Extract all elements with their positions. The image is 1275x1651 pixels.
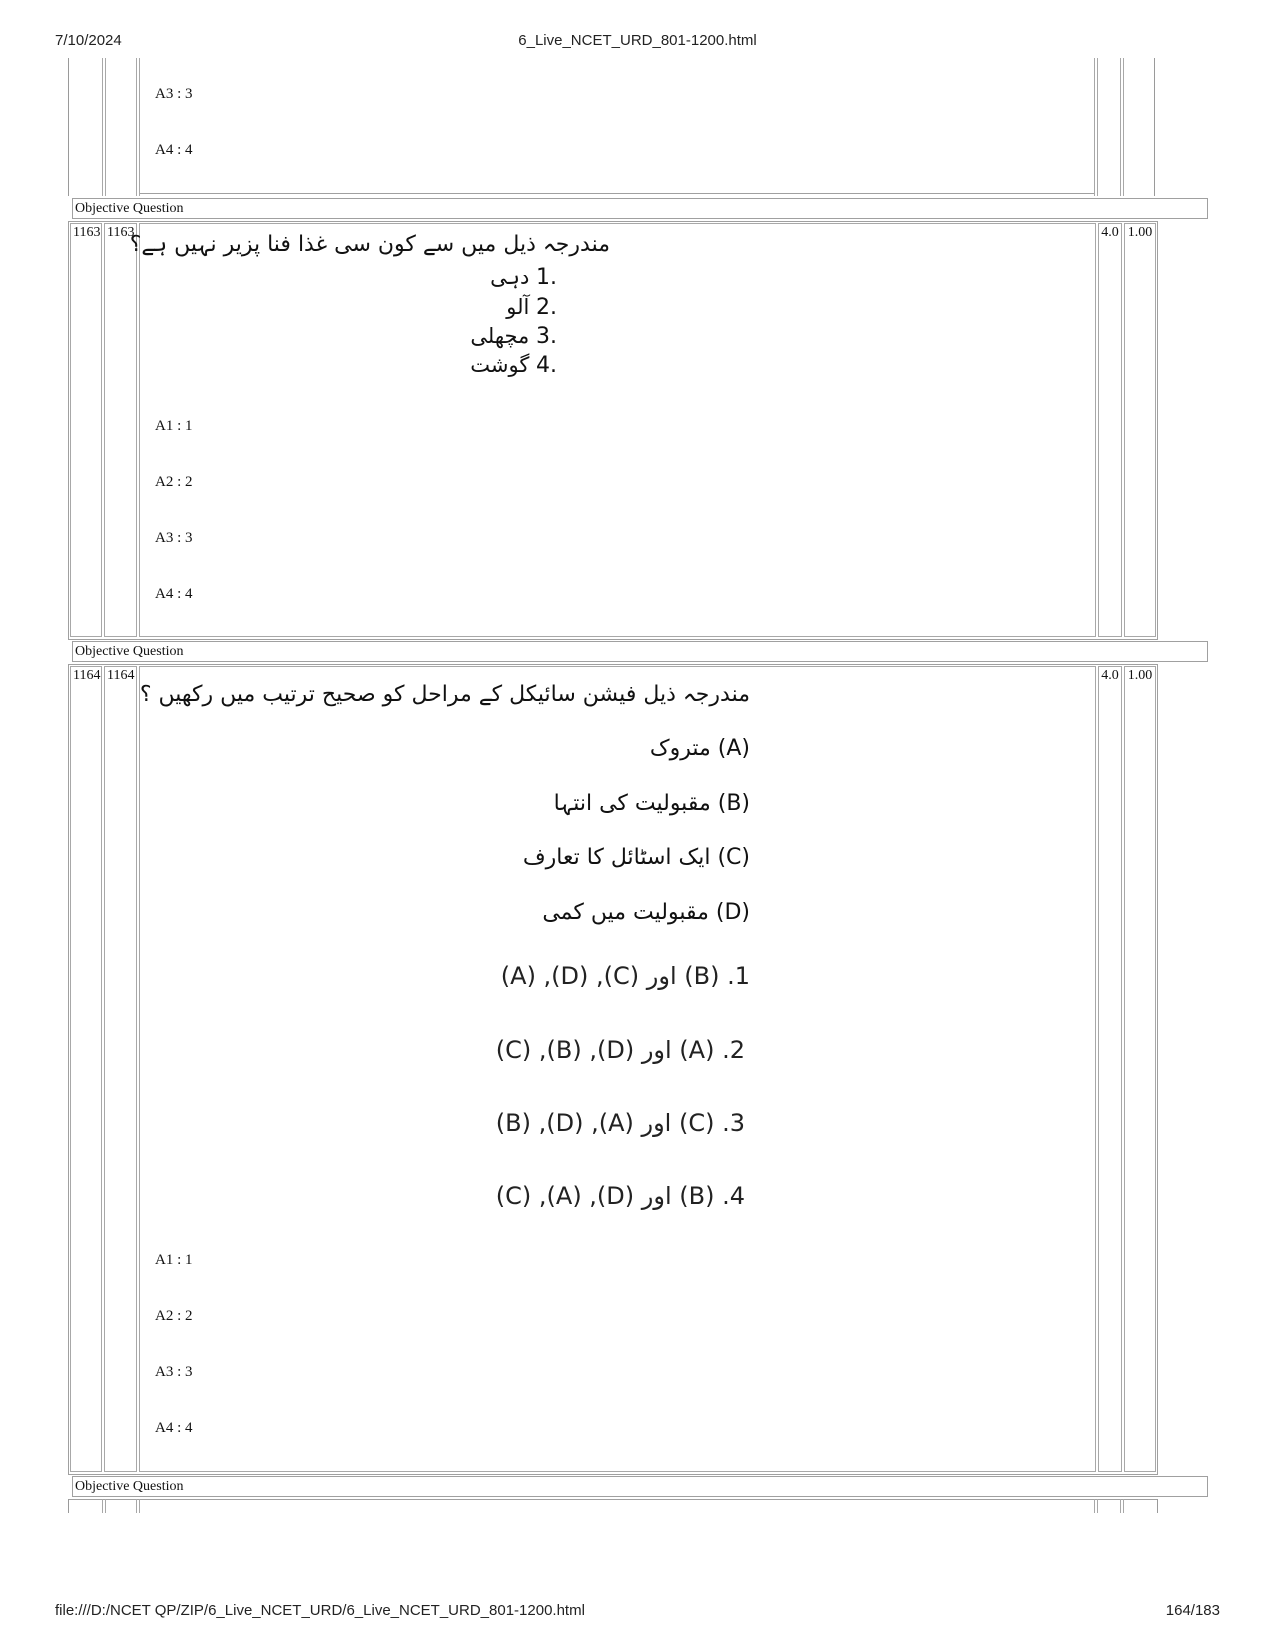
table-border xyxy=(1120,1499,1124,1513)
question-id: 1163 xyxy=(104,223,137,637)
question-marks: 4.0 xyxy=(1098,666,1122,1472)
answer-sequence-option: 2. (A) اور (D), (B), (C) xyxy=(495,1036,745,1064)
statement-item: (C) ایک اسٹائل کا تعارف xyxy=(522,845,750,870)
table-border xyxy=(1094,58,1098,196)
option-text: مچھلی xyxy=(470,324,530,348)
answer-option: A2 : 2 xyxy=(155,474,193,490)
table-border xyxy=(136,58,140,196)
answer-option: A1 : 1 xyxy=(155,418,193,434)
answer-sequence-option: 4. (B) اور (D), (A), (C) xyxy=(495,1182,745,1210)
statement-item: (D) مقبولیت میں کمی xyxy=(542,900,750,925)
table-border xyxy=(68,1499,69,1513)
answer-option: A4 : 4 xyxy=(155,586,193,602)
option-number: 2. xyxy=(536,295,557,320)
question-text: مندرجہ ذیل میں سے کون سی غذا فنا پزیر نہیں ہے؟ xyxy=(129,232,610,257)
answer-option: A3 : 3 xyxy=(155,530,193,546)
answer-sequence-option: 3. (C) اور (A), (D), (B) xyxy=(495,1109,745,1137)
answer-option: A1 : 1 xyxy=(155,1252,193,1268)
table-border xyxy=(1120,58,1124,196)
print-file-path: file:///D:/NCET QP/ZIP/6_Live_NCET_URD/6_Live_NCET_URD_801-1200.html xyxy=(55,1602,585,1619)
option-text: گوشت xyxy=(470,353,530,377)
question-type-label: Objective Question xyxy=(72,1476,1208,1497)
statement-item: (B) مقبولیت کی انتہا xyxy=(553,791,750,816)
question-text: مندرجہ ذیل فیشن سائیکل کے مراحل کو صحیح ترتیب میں رکھیں ؟ xyxy=(139,682,750,707)
answer-sequence-option: 1. (B) اور (C), (D), (A) xyxy=(500,962,750,990)
print-date: 7/10/2024 xyxy=(55,32,122,49)
question-content-cell xyxy=(139,223,1096,637)
question-option xyxy=(470,353,557,378)
negative-marks: 1.00 xyxy=(1124,223,1156,637)
option-text: دہی xyxy=(490,265,530,289)
cell-bottom-border xyxy=(140,193,1094,194)
answer-option: A3 : 3 xyxy=(155,86,193,102)
question-option xyxy=(490,265,557,290)
answer-option: A2 : 2 xyxy=(155,1308,193,1324)
option-number: 1. xyxy=(536,265,557,290)
answer-option: A4 : 4 xyxy=(155,1420,193,1436)
table-border xyxy=(1157,1499,1158,1513)
negative-marks: 1.00 xyxy=(1124,666,1156,1472)
page-number: 164/183 xyxy=(1165,1602,1220,1619)
question-type-label: Objective Question xyxy=(72,198,1208,219)
table-border xyxy=(68,1499,1158,1500)
print-document-title: 6_Live_NCET_URD_801-1200.html xyxy=(518,32,757,49)
question-id: 1164 xyxy=(104,666,137,1472)
table-border xyxy=(102,58,106,196)
question-content-cell xyxy=(139,666,1096,1472)
option-number: 4. xyxy=(536,353,557,378)
statement-item: (A) متروک xyxy=(649,736,750,761)
question-type-label: Objective Question xyxy=(72,641,1208,662)
table-border xyxy=(102,1499,106,1513)
table-border xyxy=(136,1499,140,1513)
table-border xyxy=(1094,1499,1098,1513)
question-marks: 4.0 xyxy=(1098,223,1122,637)
option-text: آلو xyxy=(506,295,530,319)
option-number: 3. xyxy=(536,324,557,349)
table-border xyxy=(68,58,69,196)
question-option xyxy=(470,324,557,349)
question-option xyxy=(506,295,557,320)
serial-number: 1164 xyxy=(70,666,102,1472)
answer-option: A3 : 3 xyxy=(155,1364,193,1380)
serial-number: 1163 xyxy=(70,223,102,637)
answer-option: A4 : 4 xyxy=(155,142,193,158)
table-border xyxy=(1154,58,1155,196)
